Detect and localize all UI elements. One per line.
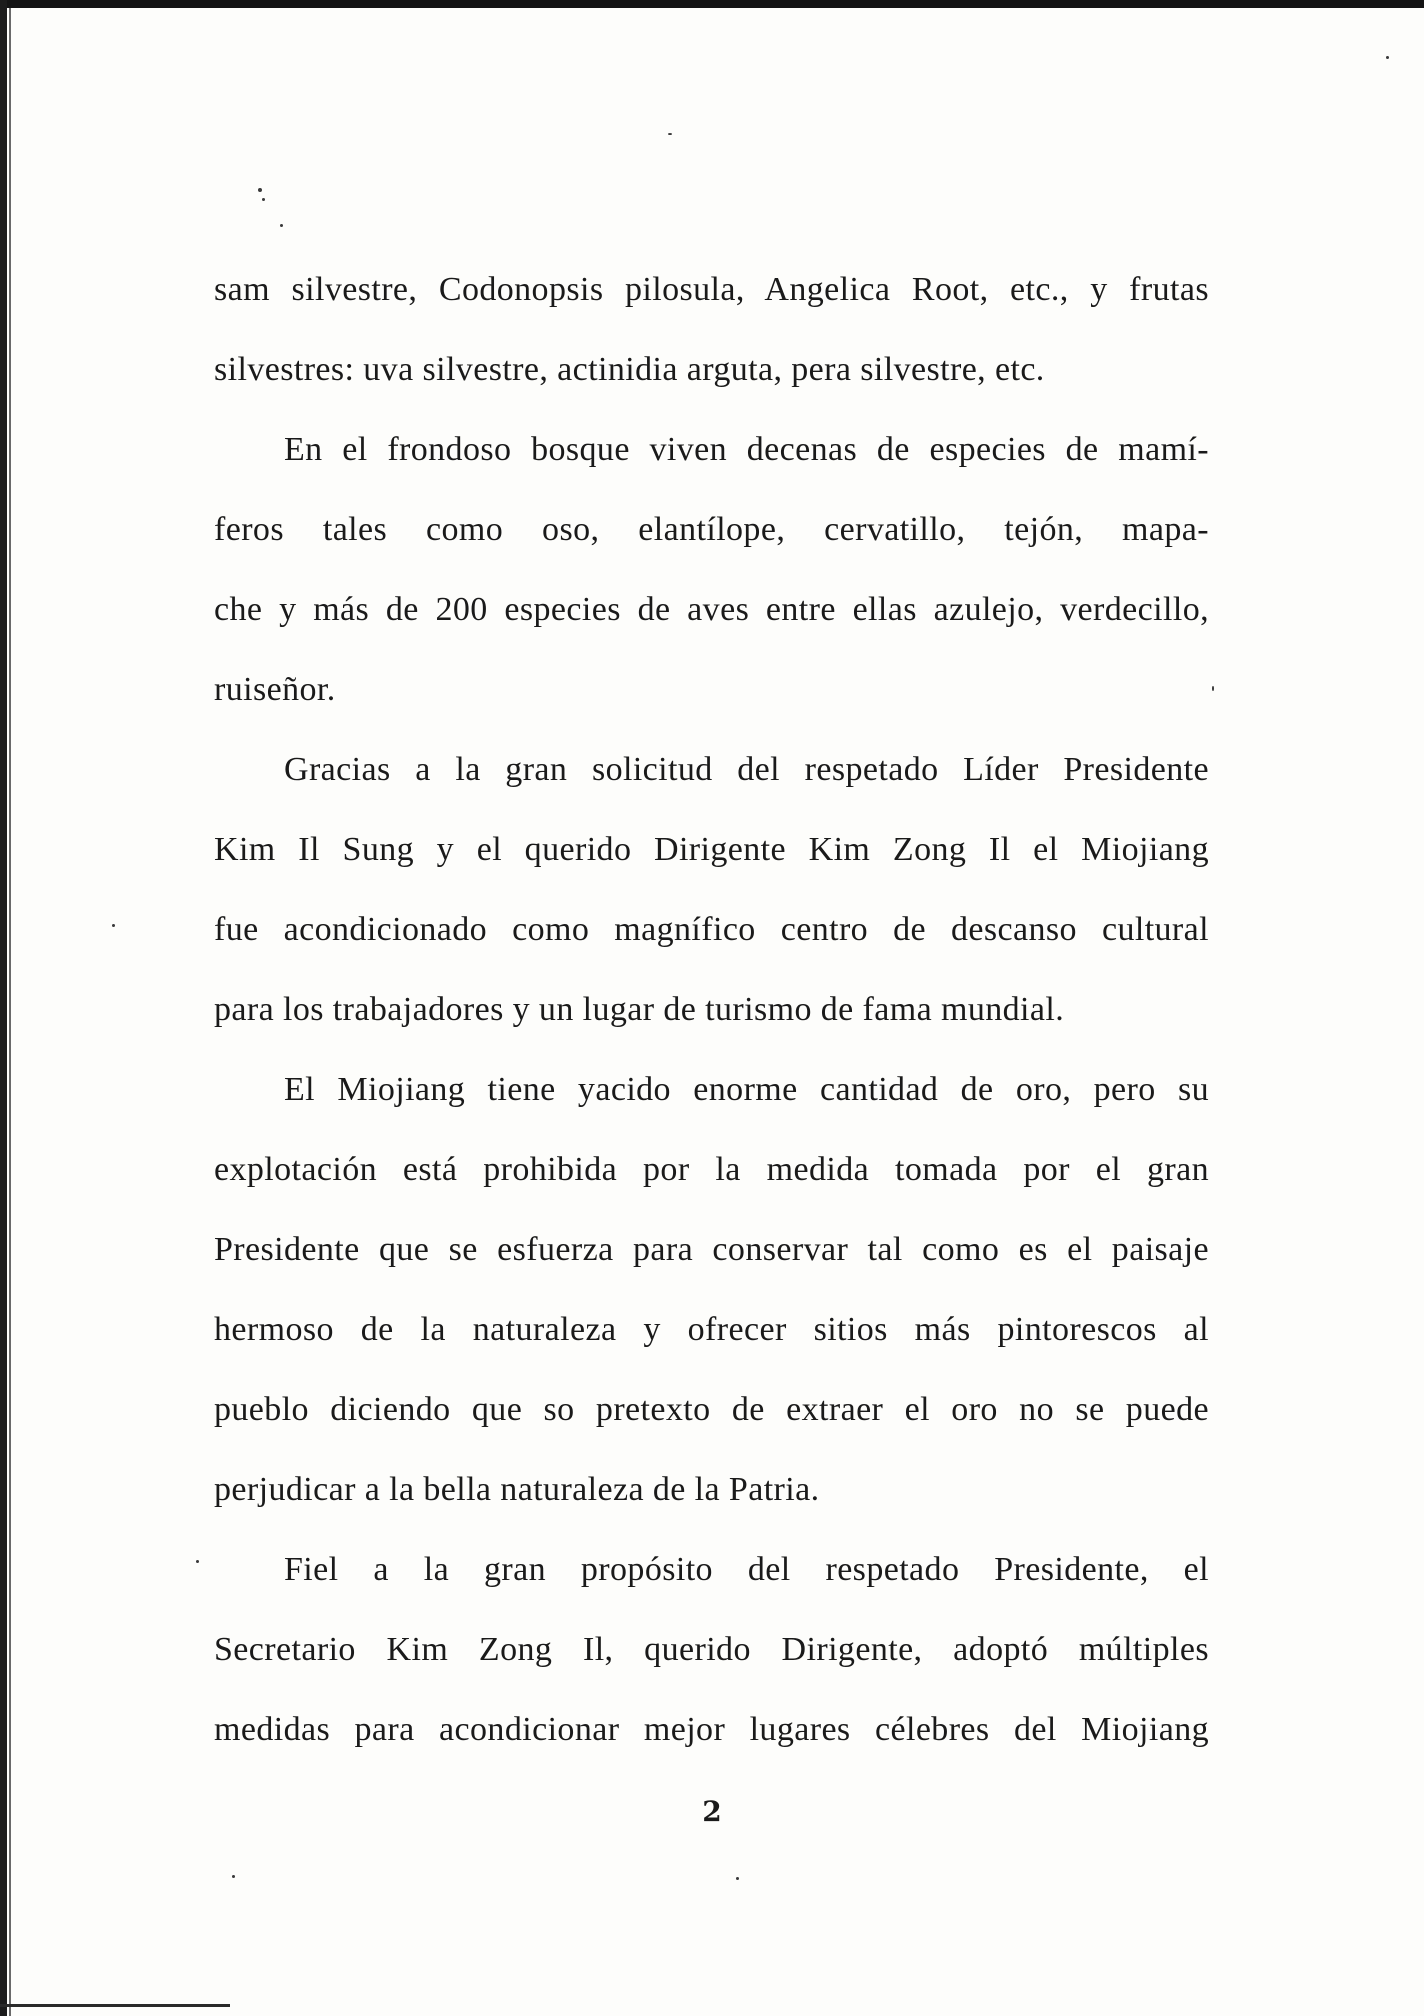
scan-speck [280,224,283,227]
text-line: silvestres: uva silvestre, actinidia arguta, pera silvestre, etc. [214,351,1045,388]
page-number: 2 [702,1795,722,1828]
scan-speck [262,198,265,201]
scan-border-bottom [0,2004,230,2007]
scan-speck [668,133,672,135]
text-line: Kim Il Sung y el querido Dirigente Kim Zong Il el Miojiang [214,831,1209,868]
text-line: explotación está prohibida por la medida tomada por el gran [214,1151,1209,1188]
scan-border-left-inner [9,8,11,2016]
text-line: ruiseñor. [214,671,336,708]
text-line: fue acondicionado como magnífico centro de descanso cultural [214,911,1209,948]
scan-speck [1212,686,1214,691]
text-line: sam silvestre, Codonopsis pilosula, Angelica Root, etc., y frutas [214,271,1209,308]
text-line: hermoso de la naturaleza y ofrecer sitios más pintorescos al [214,1311,1209,1348]
scan-speck [736,1877,739,1880]
scan-border-top [0,0,1424,8]
text-line: Secretario Kim Zong Il, querido Dirigente, adoptó múltiples [214,1631,1209,1668]
text-line: El Miojiang tiene yacido enorme cantidad de oro, pero su [284,1071,1209,1108]
body-text [214,250,1209,1770]
text-line: Fiel a la gran propósito del respetado Presidente, el [284,1551,1209,1588]
scan-speck [232,1875,235,1878]
scan-speck [196,1560,199,1563]
text-line: che y más de 200 especies de aves entre ellas azulejo, verdecillo, [214,591,1209,628]
scan-border-left [0,0,7,2016]
scan-speck [1386,56,1389,59]
text-line: feros tales como oso, elantílope, cervatillo, tejón, mapa- [214,511,1209,548]
text-line: Gracias a la gran solicitud del respetado Líder Presidente [284,751,1209,788]
text-line: para los trabajadores y un lugar de turismo de fama mundial. [214,991,1065,1028]
text-line: perjudicar a la bella naturaleza de la Patria. [214,1471,820,1508]
text-line: Presidente que se esfuerza para conservar tal como es el paisaje [214,1231,1209,1268]
text-line: medidas para acondicionar mejor lugares célebres del Miojiang [214,1711,1209,1748]
scan-speck [112,924,115,927]
text-line: En el frondoso bosque viven decenas de especies de mamí- [284,431,1209,468]
text-line: pueblo diciendo que so pretexto de extraer el oro no se puede [214,1391,1209,1428]
scan-speck [258,188,262,192]
